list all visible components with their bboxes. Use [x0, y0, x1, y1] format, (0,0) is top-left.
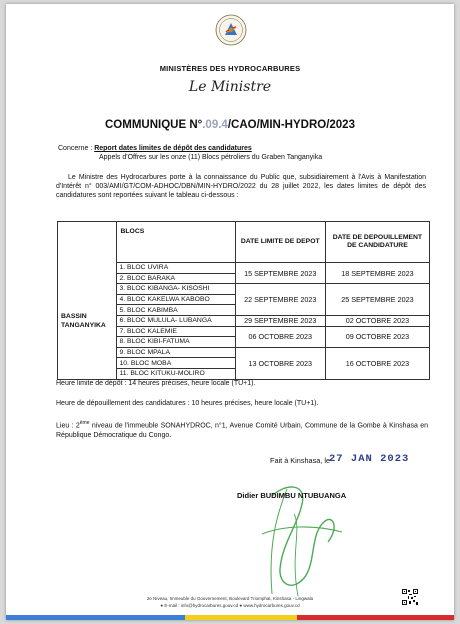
title-number: .09.4: [202, 119, 228, 131]
blue-bar: [6, 615, 185, 620]
concerne-subject: Report dates limites de dépôt des candidatures: [94, 145, 252, 152]
bloc-cell: 11. BLOC KITUKU-MOLIRO: [116, 368, 235, 379]
bloc-cell: 6. BLOC MULULA- LUBANGA: [116, 315, 235, 326]
deadline-cell: 29 SEPTEMBRE 2023: [235, 315, 325, 326]
signer-name: Didier BUDIMBU NTUBUANGA: [237, 491, 347, 500]
lieu-text: niveau de l'immeuble SONAHYDROC, n°1, Avenue Comité Urbain, Commune de la Gombe à Kinshasa en République Démocratique du Congo.: [56, 422, 428, 439]
opening-cell: 25 SEPTEMBRE 2023: [325, 284, 429, 316]
schedule-table: [57, 221, 430, 380]
opening-time-note: Heure de dépouillement des candidatures : 10 heures précises, heure locale (TU+1).: [56, 400, 319, 407]
bloc-cell: 3. BLOC KIBANGA- KISOSHI: [116, 284, 235, 295]
header-blocs: BLOCS: [116, 222, 235, 263]
title-prefix: COMMUNIQUE N°: [105, 119, 203, 131]
concerne-label: Concerne :: [58, 145, 95, 152]
lieu-sup: ème: [79, 420, 90, 426]
deadline-cell: 22 SEPTEMBRE 2023: [235, 284, 325, 316]
deadline-cell: 15 SEPTEMBRE 2023: [235, 263, 325, 284]
qr-code-icon: [402, 589, 418, 605]
bloc-cell: 8. BLOC KIBI-FATUMA: [116, 337, 235, 348]
concerne-block: [58, 144, 322, 162]
ministry-name: MINISTÈRES DES HYDROCARBURES: [159, 64, 301, 73]
location-note: [56, 419, 428, 440]
date-stamp: 27 JAN 2023: [329, 453, 410, 465]
lieu-label: Lieu : 2: [56, 422, 80, 430]
bloc-cell: 7. BLOC KALEMIE: [116, 326, 235, 337]
opening-cell: 16 OCTOBRE 2023: [325, 347, 429, 379]
communique-title: [6, 119, 454, 131]
title-suffix: /CAO/MIN-HYDRO/2023: [227, 119, 355, 131]
table-header-row: [58, 222, 430, 263]
bloc-cell: 4. BLOC KAKELWA KABOBO: [116, 294, 235, 305]
concerne-detail: Appels d'Offres sur les onze (11) Blocs pétroliers du Graben Tanganyika: [99, 154, 323, 161]
opening-cell: 09 OCTOBRE 2023: [325, 326, 429, 347]
drc-seal-logo: [215, 14, 247, 46]
bloc-cell: 2. BLOC BARAKA: [116, 273, 235, 284]
fait-a-kinshasa: Fait à Kinshasa, le: [270, 456, 331, 465]
bloc-cell: 10. BLOC MOBA: [116, 358, 235, 369]
opening-cell: 18 SEPTEMBRE 2023: [325, 263, 429, 284]
deadline-cell: 06 OCTOBRE 2023: [235, 326, 325, 347]
flag-color-bars: [6, 615, 454, 620]
deadline-cell: 13 OCTOBRE 2023: [235, 347, 325, 379]
footer-address: 2e Niveau, Immeuble du Gouvernement, Boulevard Triomphal, Kinshasa - Lingwala: [146, 596, 314, 601]
bloc-cell: 1. BLOC UVIRA: [116, 263, 235, 274]
opening-cell: 02 OCTOBRE 2023: [325, 315, 429, 326]
header-opening: DATE DE DEPOUILLEMENT DE CANDIDATURE: [325, 222, 429, 263]
red-bar: [297, 615, 454, 620]
bloc-cell: 9. BLOC MPALA: [116, 347, 235, 358]
footer-contact: ● E-mail : info@hydrocarbures.gouv.cd ● www.hydrocarbures.gouv.cd: [160, 603, 300, 608]
deposit-time-note: Heure limite de dépôt : 14 heures précises, heure locale (TU+1).: [56, 380, 256, 387]
le-ministre-heading: Le Ministre: [188, 79, 272, 95]
document-page: [6, 4, 454, 620]
intro-paragraph: Le Ministre des Hydrocarbures porte à la connaissance du Public que, subsidiairement à l'Avis à Manifestation d'Intérêt n° 003/AMI/GT/COM-ADHOC/DBN/MIN-HYDRO/2022 du 28 juillet 2022, les dates limites de dépôt des candidatures sont reportées suivant le tableau ci-dessous :: [56, 174, 426, 200]
header-deadline: DATE LIMITE DE DEPOT: [235, 222, 325, 263]
table-corner-cell: [58, 222, 117, 263]
table-row: [58, 263, 430, 274]
yellow-bar: [185, 615, 297, 620]
basin-cell: BASSIN TANGANYIKA: [58, 263, 117, 380]
bloc-cell: 5. BLOC KABIMBA: [116, 305, 235, 316]
